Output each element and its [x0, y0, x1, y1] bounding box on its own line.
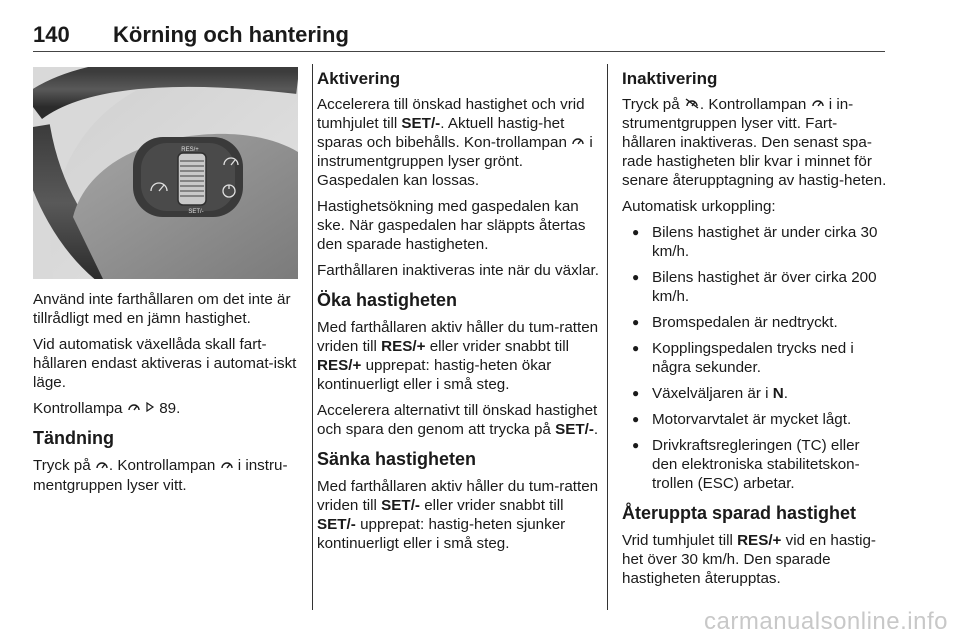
heading-aktivering: Aktivering	[317, 69, 401, 88]
heading-ateruppta: Återuppta sparad hastighet	[622, 503, 857, 524]
paragraph-tandning: Tryck på . Kontrollampan i instru-mentgruppen lyser vitt.	[33, 457, 288, 494]
cruise-control-indicator-icon	[811, 95, 825, 114]
header-rule	[33, 51, 885, 52]
heading-tandning: Tändning	[33, 428, 114, 449]
cruise-control-indicator-icon	[220, 457, 234, 476]
paragraph-oka: Med farthållaren aktiv håller du tum-ratten vriden till RES/+ eller vrider snabbt till RES/+ upprepat: hastig-heten ökar kontinuerligt eller i små steg.	[317, 319, 599, 394]
list-item: ● Växelväljaren är i N.	[622, 384, 887, 403]
column-divider-1	[312, 64, 313, 610]
figure-label-set: SET/-	[188, 209, 204, 215]
paragraph-sanka: Med farthållaren aktiv håller du tum-ratten vriden till SET/- eller vrider snabbt till SET/- upprepat: hastig-heten sjunker kontinuerligt eller i små steg.	[317, 478, 599, 553]
list-item: ● Bromspedalen är nedtryckt.	[622, 313, 887, 332]
paragraph-intro: Använd inte farthållaren om det inte är tillrådligt med en jämn hastighet.	[33, 291, 291, 327]
column-1	[33, 290, 301, 502]
cruise-control-button-icon	[95, 457, 109, 476]
paragraph-acceleration: Hastighetsökning med gaspedalen kan ske. När gaspedalen har släppts återtas den sparade hastigheten.	[317, 198, 586, 254]
list-item: ● Bilens hastighet är under cirka 30 km/h.	[622, 223, 887, 261]
cruise-control-indicator-icon	[127, 399, 141, 418]
list-item: ● Kopplingspedalen trycks ned i några sekunder.	[622, 339, 887, 377]
paragraph-indicator-ref: Kontrollampa 89.	[33, 400, 181, 417]
paragraph-inaktivering: Tryck på . Kontrollampan i in-strumentgruppen lyser vitt. Fart-hållaren inaktiveras. Den senast spa-rade hastigheten blir kvar i minnet för senare återupptagning av hastig-heten.	[622, 96, 887, 190]
paragraph-shift: Farthållaren inaktiveras inte när du växlar.	[317, 262, 599, 280]
page-header	[33, 22, 885, 52]
page-reference-icon	[145, 399, 155, 418]
section-title: Körning och hantering	[113, 22, 349, 47]
cruise-control-off-icon	[684, 95, 700, 114]
page-number: 140	[33, 22, 70, 47]
watermark: carmanualsonline.info	[704, 608, 948, 635]
list-auto-disengage	[622, 223, 887, 493]
list-item: ● Bilens hastighet är över cirka 200 km/h.	[622, 268, 887, 306]
cruise-control-indicator-icon	[571, 133, 585, 152]
paragraph-auto-label: Automatisk urkoppling:	[622, 198, 776, 216]
steering-wheel-photo	[33, 67, 298, 279]
list-item: ● Motorvarvtalet är mycket lågt.	[622, 410, 887, 429]
heading-sanka: Sänka hastigheten	[317, 449, 477, 470]
figure-label-res: RES/+	[181, 147, 199, 153]
heading-oka: Öka hastigheten	[317, 290, 458, 311]
paragraph-oka-alt: Accelerera alternativt till önskad hastighet och spara den genom att trycka på SET/-.	[317, 402, 599, 439]
heading-inaktivering: Inaktivering	[622, 69, 718, 88]
paragraph-ateruppta: Vrid tumhjulet till RES/+ vid en hastig-het över 30 km/h. Den sparade hastigheten återupptas.	[622, 532, 876, 588]
column-3	[622, 68, 887, 595]
paragraph-aktivering: Accelerera till önskad hastighet och vrid tumhjulet till SET/-. Aktuell hastig-het sparas och bibehålls. Kon-trollampan i instrumentgruppen lyser grönt. Gaspedalen kan lossas.	[317, 96, 593, 190]
column-2	[317, 68, 600, 560]
column-divider-2	[607, 64, 608, 610]
list-item: ● Drivkraftsregleringen (TC) eller den elektroniska stabilitetskon-trollen (ESC) arbetar.	[622, 436, 887, 493]
paragraph-automatic: Vid automatisk växellåda skall fart-hållaren endast aktiveras i automat-iskt läge.	[33, 336, 297, 391]
